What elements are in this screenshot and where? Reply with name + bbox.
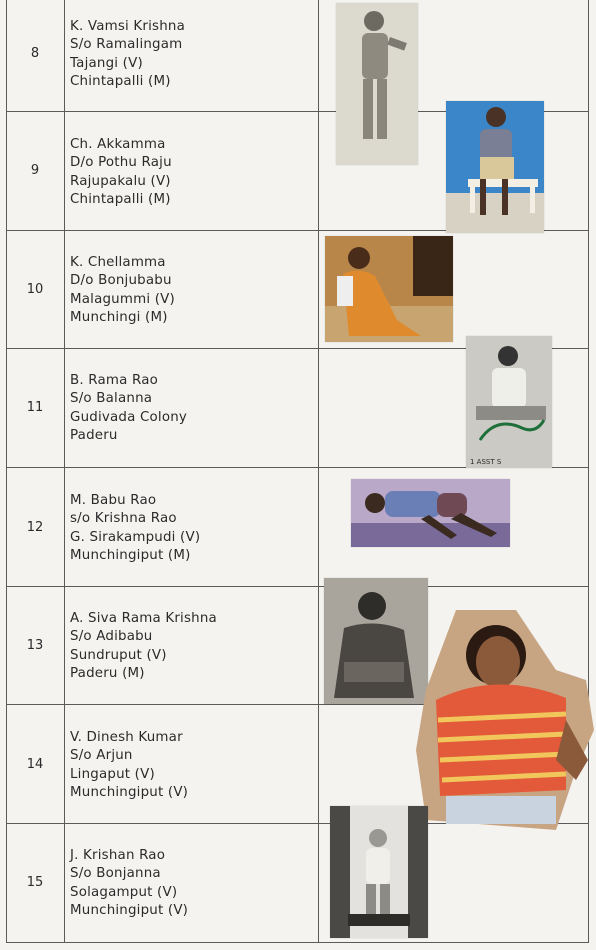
person-photo [446,101,544,233]
person-details [70,136,310,210]
person-relation: S/o Bonjanna [70,866,161,882]
row-number: 11 [26,400,44,415]
person-village: Lingaput (V) [70,766,155,782]
person-relation: D/o Bonjubabu [70,273,172,289]
person-village: Sundruput (V) [70,647,167,663]
table-border-left [6,0,7,943]
person-name: V. Dinesh Kumar [70,730,183,745]
person-village: G. Sirakampudi (V) [70,529,201,545]
person-mandal: Munchingiput (M) [70,548,191,564]
person-details [70,492,310,566]
person-relation: D/o Pothu Raju [70,155,172,171]
person-photo [416,610,594,830]
person-photo [325,236,453,342]
person-details [70,18,310,92]
person-mandal: Chintapalli (M) [70,74,171,90]
row-number: 10 [26,282,44,297]
row-number: 14 [26,757,44,772]
person-name: J. Krishan Rao [70,848,166,863]
row-number: 13 [26,638,44,653]
person-details [70,610,310,684]
person-village: Solagamput (V) [70,884,178,900]
person-mandal: Munchingi (M) [70,310,168,326]
row-separator [6,586,589,587]
person-relation: s/o Krishna Rao [70,511,177,527]
svg-text:1 ASST S: 1 ASST S [470,458,502,466]
person-name: K. Chellamma [70,255,166,270]
row-number: 15 [26,875,44,890]
person-village: Malagummi (V) [70,291,175,307]
person-photo [330,806,428,938]
person-village: Rajupakalu (V) [70,173,171,189]
person-relation: S/o Ramalingam [70,37,183,53]
table-divider-number [64,0,65,943]
person-photo [336,3,418,165]
person-village: Tajangi (V) [70,55,143,71]
person-mandal: Munchingiput (V) [70,785,189,801]
person-photo [466,336,552,468]
person-mandal: Paderu (M) [70,666,145,682]
person-photo [351,479,510,547]
person-relation: S/o Arjun [70,748,133,764]
row-number: 9 [30,163,40,178]
person-mandal: Chintapalli (M) [70,192,171,208]
person-name: Ch. Akkamma [70,137,166,152]
table-border-bottom [6,942,589,943]
row-number: 8 [30,46,40,61]
person-details [70,372,310,446]
person-details [70,847,310,921]
person-name: K. Vamsi Krishna [70,19,185,34]
person-mandal: Paderu [70,428,118,444]
person-relation: S/o Balanna [70,391,153,407]
person-details [70,254,310,328]
person-mandal: Munchingiput (V) [70,903,189,919]
person-name: M. Babu Rao [70,493,157,508]
person-details [70,729,310,803]
person-relation: S/o Adibabu [70,629,153,645]
person-village: Gudivada Colony [70,409,188,425]
person-photo [324,578,428,704]
row-number: 12 [26,520,44,535]
person-name: A. Siva Rama Krishna [70,611,217,626]
person-name: B. Rama Rao [70,373,159,388]
table-divider-photo [318,0,319,943]
